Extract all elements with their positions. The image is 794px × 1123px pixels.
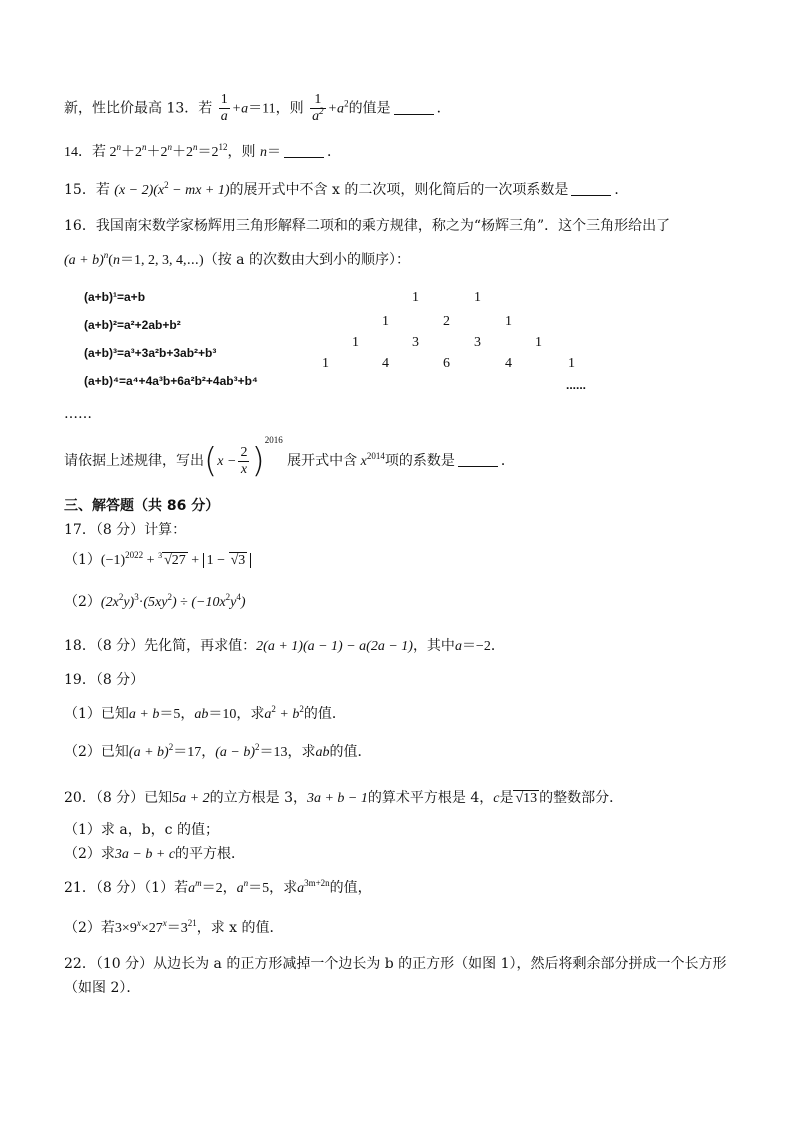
triangle-cell: 1 bbox=[322, 356, 329, 371]
question-13: 新，性比价最高 13．若 $\frac{1}{a}$ +a＝11，则 $\frac{1}{a^2}$ $+a^2$的值是 ． bbox=[64, 92, 451, 124]
triangle-cell: 2 bbox=[443, 314, 450, 329]
triangle-cell: 1 bbox=[412, 290, 419, 305]
question-20-part2: （2）求3a − b + c的平方根． bbox=[64, 846, 246, 862]
answer-blank-13[interactable] bbox=[394, 100, 434, 115]
question-18: 18．（8 分）先化简，再求值：2(a + 1)(a − 1) − a(2a − 1)，其中a＝−2． bbox=[64, 638, 505, 654]
question-21-part2: （2）若$3\times 9^x\times 27^x=3^{21}$，求 x 的值． bbox=[64, 918, 284, 936]
question-15: 15．若 $(x - 2)(x^2$ − mx + 1)的展开式中不含 x 的二次项，则化简后的一次项系数是 ． bbox=[64, 180, 629, 198]
question-21-part1: 21．（8 分）（1）若$a^m=2$，$a^n=5$，求$a^{3m+2n}$的值， bbox=[64, 878, 372, 896]
answer-blank-15[interactable] bbox=[571, 181, 611, 196]
binom-row-4: (a+b)⁴=a⁴+4a³b+6a²b²+4ab³+b⁴ bbox=[84, 374, 258, 388]
question-19-part2: （2）已知$(a + b)^2=17$，$(a - b)^2=13$，求ab的值． bbox=[64, 742, 372, 760]
question-16-rule: 请依据上述规律，写出(x − $\frac{2}{x}$ )$^{2016}$ 展开式中含 $x^{2014}$项的系数是 ． bbox=[64, 435, 515, 481]
question-17-head: 17．（8 分）计算： bbox=[64, 522, 187, 538]
triangle-cell: 1 bbox=[535, 335, 542, 350]
triangle-cell: 1 bbox=[474, 290, 481, 305]
question-17-part1: $(1)(-1)^{2022} + ^3$ √27 + 1 − √3 bbox=[64, 550, 251, 571]
triangle-cell: 1 bbox=[568, 356, 575, 371]
triangle-cell: 1 bbox=[352, 335, 359, 350]
triangle-cell: 1 bbox=[505, 314, 512, 329]
binom-row-2: (a+b)²=a²+2ab+b² bbox=[84, 318, 181, 332]
question-20: 20．（8 分）已知5a + 2的立方根是 3，3a + b − 1的算术平方根是 4，c是 √13 的整数部分． bbox=[64, 790, 624, 806]
question-19-head: 19．（8 分） bbox=[64, 672, 145, 688]
question-20-part1: （1）求 a，b，c 的值； bbox=[64, 822, 219, 838]
question-14: 14．若 $2^n+2^n+2^n+2^n=2^{12}$，则 n＝ ． bbox=[64, 142, 341, 160]
answer-blank-16[interactable] bbox=[458, 452, 498, 467]
question-19-part1: （1）已知a + b＝5，ab＝10，求$a^2 + b^2$的值． bbox=[64, 704, 346, 722]
section-3-title: 三、解答题（共 86 分） bbox=[64, 498, 220, 514]
triangle-cell: 4 bbox=[382, 356, 389, 371]
triangle-cell: 3 bbox=[412, 335, 419, 350]
question-16-line1: 16．我国南宋数学家杨辉用三角形解释二项和的乘方规律，称之为“杨辉三角”．这个三角形给出了 bbox=[64, 218, 671, 234]
triangle-cell: 6 bbox=[443, 356, 450, 371]
triangle-dots: ...... bbox=[566, 378, 587, 392]
binom-row-3: (a+b)³=a³+3a²b+3ab²+b³ bbox=[84, 346, 217, 360]
triangle-cell: 3 bbox=[474, 335, 481, 350]
binom-row-1: (a+b)¹=a+b bbox=[84, 290, 146, 304]
question-17-part2: $(2)(2x^2y)^3\cdot(5xy^2) \div (-10x^2y^4)$ bbox=[64, 592, 246, 610]
answer-blank-14[interactable] bbox=[284, 143, 324, 158]
triangle-cell: 1 bbox=[382, 314, 389, 329]
question-22-line2: （如图 2）． bbox=[64, 980, 141, 996]
question-22-line1: 22．（10 分）从边长为 a 的正方形减掉一个边长为 b 的正方形（如图 1），然后将剩余部分拼成一个长方形 bbox=[64, 956, 727, 972]
question-16-line2: $(a + b)^n(n=1$, 2, 3, 4,⋯)（按 a 的次数由大到小的顺序）： bbox=[64, 250, 410, 268]
ellipsis: …… bbox=[64, 406, 92, 422]
triangle-cell: 4 bbox=[505, 356, 512, 371]
